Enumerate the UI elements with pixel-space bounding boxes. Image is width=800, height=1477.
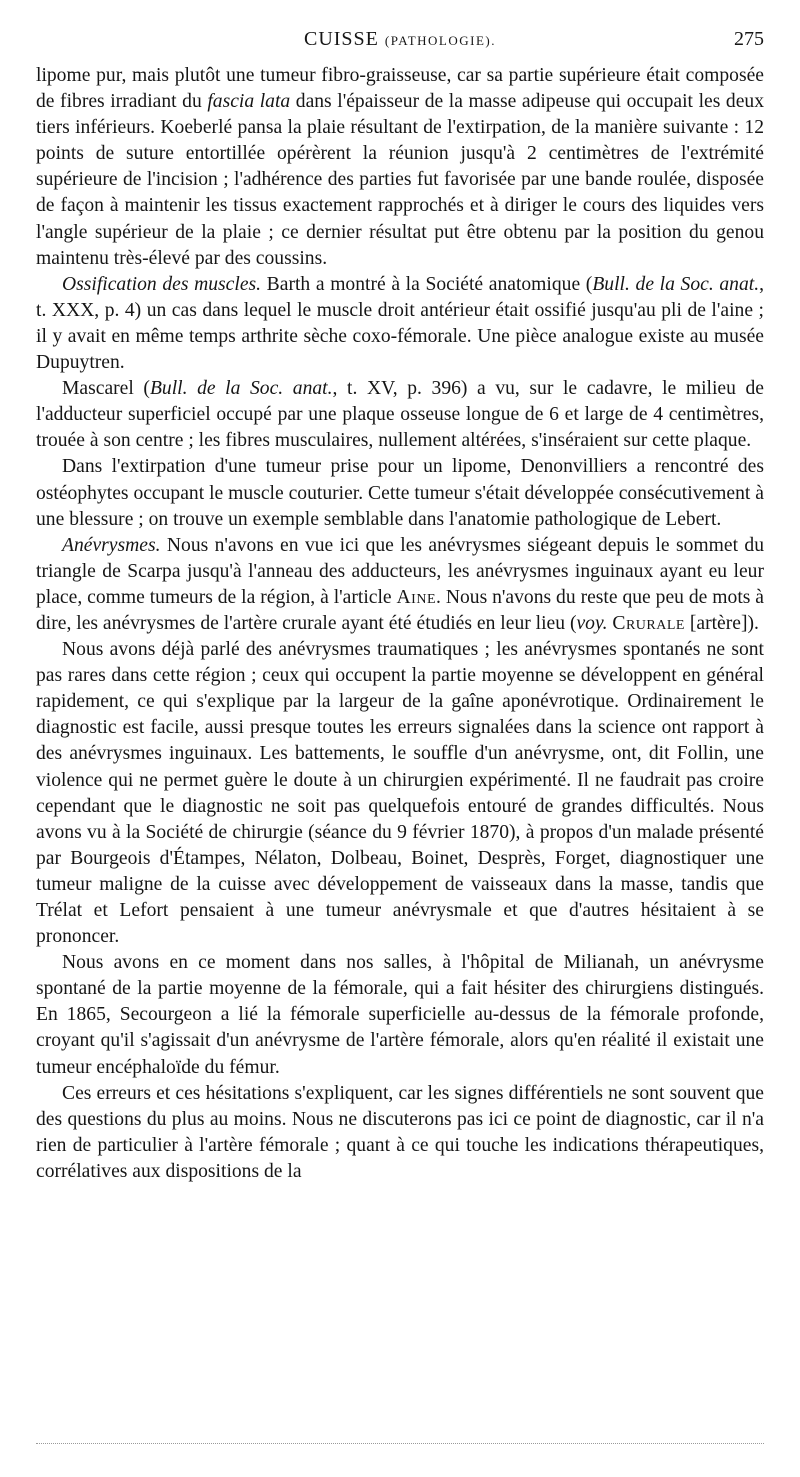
paragraph-lipome-end	[36, 63, 764, 272]
text-run: , t. XV, p. 396) a vu, sur le cadavre, le milieu de l'adducteur superficiel occupé par une plaque osseuse longue de 6 et large de 4 centimètres, trouée à son centre ; les fibres musculaires, nullement altérées, s'inséraient sur cette plaque.	[36, 378, 764, 452]
text-run: Barth a montré à la Société anatomique (	[261, 273, 593, 295]
paragraph-erreurs	[36, 1081, 764, 1185]
footer-rule	[36, 1443, 764, 1444]
running-head	[36, 28, 764, 51]
cross-reference-aine: Aine	[396, 586, 437, 608]
text-run: Nous avons déjà parlé des anévrysmes traumatiques ; les anévrysmes spontanés ne sont pas rares dans cette région ; ceux qui occupent la partie moyenne se développent en général rapidement, ce qui s'explique par la largeur de la gaîne aponévrotique. Ordinairement le diagnostic est facile, aussi presque toutes les erreurs signalées dans la science ont rapport à des anévrysmes inguinaux. Les battements, le souffle d'un anévrysme, ont, dit Follin, une violence qui ne permet guère le doute à un chirurgien expérimenté. Il ne faudrait pas croire cependant que le diagnostic ne soit pas quelquefois entouré de grandes difficultés. Nous avons vu à la Société de chirurgie (séance du 9 février 1870), à propos d'un malade présenté par Bourgeois d'Étampes, Nélaton, Dolbeau, Boinet, Desprès, Forget, diagnostiquer une tumeur maligne de la cuisse avec développement de vaisseaux dans la masse, tandis que Trélat et Lefort pensaient à une tumeur anévrysmale et que d'autres hésitaient à se prononcer.	[36, 639, 764, 948]
paragraph-ossification	[36, 272, 764, 376]
text-run: Nous avons en ce moment dans nos salles, à l'hôpital de Milianah, un anévrysme spontané de la partie moyenne de la fémorale, qui a fait hésiter des chirurgiens distingués. En 1865, Secourgeon a lié la fémorale superficielle au-dessus de la fémorale profonde, croyant qu'il s'agissait d'un anévrysme de l'artère fémorale, alors qu'en réalité il existait une tumeur encéphaloïde du fémur.	[36, 952, 764, 1078]
paragraph-mascarel	[36, 376, 764, 454]
text-run: . Nous n'avons du reste que peu de mots à dire, les anévrysmes de l'artère crurale ayant été étudiés en leur lieu (	[36, 586, 764, 634]
paragraph-traumatiques	[36, 637, 764, 950]
paragraph-milianah	[36, 950, 764, 1080]
body-text	[36, 63, 764, 1185]
text-run: dans l'épaisseur de la masse adipeuse qui occupait les deux tiers inférieurs. Koeberlé pansa la plaie résultant de l'extirpation, de la manière suivante : 12 points de suture entortillée opérèrent la réunion jusqu'à 2 centimètres de l'extrémité supérieure de l'incision ; l'adhérence des parties fut favorisée par une bande roulée, disposée de façon à maintenir les tissus exactement rapprochés et à diriger le cours des liquides vers l'angle supérieur de la plaie ; ce dernier résultat put être obtenu par la position du genou maintenu très-élevé par des coussins.	[36, 91, 764, 269]
italic-term: fascia lata	[207, 91, 291, 113]
paragraph-anevrysmes	[36, 533, 764, 637]
text-run: Ces erreurs et ces hésitations s'expliquent, car les signes différentiels ne sont souvent que des questions du plus au moins. Nous ne discuterons pas ici ce point de diagnostic, car il n'a rien de particulier à l'artère fémorale ; quant à ce qui touche les indications thérapeutiques, corrélatives aux dispositions de la	[36, 1082, 764, 1182]
text-run: Mascarel (	[62, 378, 150, 400]
text-run: , t. XXX, p. 4) un cas dans lequel le muscle droit antérieur était ossifié jusqu'au pli de l'aine ; il y avait en même temps arthrite sèche coxo-fémorale. Une pièce analogue existe au musée Dupuytren.	[36, 273, 764, 374]
page-header	[36, 22, 764, 56]
italic-voy: voy.	[576, 612, 608, 634]
cross-reference-crurale: Crurale	[612, 612, 685, 634]
text-run: Nous n'avons en vue ici que les anévrysmes siégeant depuis le sommet du triangle de Scarpa jusqu'à l'anneau des adducteurs, les anévrysmes inguinaux ayant eu leur place, comme tumeurs de la région, à l'article	[36, 534, 764, 608]
text-run: [artère]).	[684, 612, 759, 634]
citation-journal: Bull. de la Soc. anat.	[592, 273, 760, 295]
running-head-title: CUISSE	[303, 28, 379, 50]
paragraph-denonvilliers	[36, 454, 764, 532]
citation-journal: Bull. de la Soc. anat.	[149, 378, 333, 400]
text-run: lipome pur, mais plutôt une tumeur fibro-graisseuse, car sa partie supérieure était composée de fibres irradiant du	[36, 65, 764, 113]
section-heading-ossification: Ossification des muscles.	[62, 273, 262, 295]
page-number: 275	[734, 28, 764, 50]
running-head-subtitle: (PATHOLOGIE).	[384, 33, 496, 48]
text-run: Dans l'extirpation d'une tumeur prise pour un lipome, Denonvilliers a rencontré des ostéophytes occupant le muscle couturier. Cette tumeur s'était développée consécutivement à une blessure ; on trouve un exemple semblable dans l'anatomie pathologique de Lebert.	[36, 456, 764, 530]
section-heading-anevrysmes: Anévrysmes.	[62, 534, 161, 556]
